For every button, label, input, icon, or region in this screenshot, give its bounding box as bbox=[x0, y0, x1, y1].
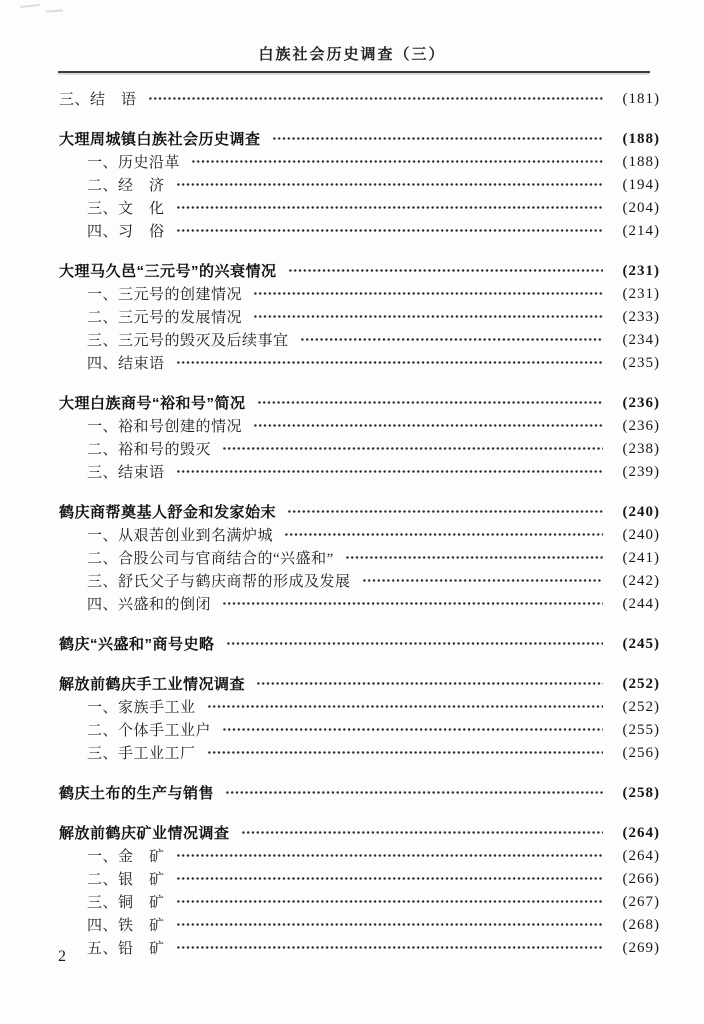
toc-entry-page: (255) bbox=[622, 722, 660, 738]
toc-entry-page: (258) bbox=[622, 785, 660, 801]
toc-entry-label: 三、舒氏父子与鹤庆商帮的形成及发展 bbox=[87, 574, 351, 590]
toc-entry-label: 二、裕和号的毁灭 bbox=[87, 442, 212, 458]
toc-entry-label: 一、三元号的创建情况 bbox=[87, 287, 243, 303]
dot-leader bbox=[176, 894, 603, 909]
dot-leader bbox=[176, 223, 603, 238]
dot-leader bbox=[226, 636, 603, 651]
toc-entry-page: (238) bbox=[622, 441, 660, 457]
toc-entry bbox=[59, 305, 660, 328]
toc-entry-page: (268) bbox=[622, 917, 660, 933]
toc-entry-page: (239) bbox=[622, 464, 660, 480]
dot-leader bbox=[176, 355, 603, 370]
toc-entry-label: 一、裕和号创建的情况 bbox=[87, 419, 243, 435]
toc-entry-page: (236) bbox=[622, 418, 660, 434]
toc-entry-label: 鹤庆“兴盛和”商号史略 bbox=[59, 636, 215, 653]
toc-entry bbox=[59, 196, 660, 219]
dot-leader bbox=[287, 504, 603, 519]
dot-leader bbox=[362, 573, 603, 588]
toc-entry-page: (194) bbox=[622, 177, 660, 193]
dot-leader bbox=[284, 527, 603, 542]
dot-leader bbox=[241, 825, 603, 840]
dot-leader bbox=[207, 699, 603, 714]
toc-entry-label: 一、家族手工业 bbox=[87, 700, 196, 716]
toc-entry-label: 二、合股公司与官商结合的“兴盛和” bbox=[87, 551, 334, 567]
dot-leader bbox=[176, 917, 603, 932]
toc-entry-label: 一、从艰苦创业到名满炉城 bbox=[87, 528, 274, 544]
toc-entry-page: (252) bbox=[622, 699, 660, 715]
toc-entry bbox=[59, 437, 660, 460]
toc-entry bbox=[59, 259, 660, 282]
toc-entry-page: (233) bbox=[622, 309, 660, 325]
toc-entry-label: 三、铜 矿 bbox=[87, 895, 165, 911]
toc-entry bbox=[59, 414, 660, 437]
toc-entry bbox=[59, 913, 660, 936]
toc-entry bbox=[59, 890, 660, 913]
dot-leader bbox=[176, 200, 603, 215]
toc-entry bbox=[59, 150, 660, 173]
toc-entry-page: (245) bbox=[622, 636, 660, 652]
toc-entry-page: (235) bbox=[622, 355, 660, 371]
dot-leader bbox=[225, 785, 603, 800]
toc-entry bbox=[59, 127, 660, 150]
toc-entry bbox=[59, 351, 660, 374]
toc-entry-page: (264) bbox=[622, 825, 660, 841]
toc-entry-label: 四、铁 矿 bbox=[87, 918, 165, 934]
toc-list bbox=[59, 87, 660, 959]
toc-entry bbox=[59, 173, 660, 196]
dot-leader bbox=[300, 332, 603, 347]
dot-leader bbox=[176, 177, 603, 192]
dot-leader bbox=[176, 871, 603, 886]
toc-entry-page: (264) bbox=[622, 848, 660, 864]
toc-entry bbox=[59, 718, 660, 741]
toc-entry-label: 解放前鹤庆矿业情况调查 bbox=[59, 825, 230, 842]
toc-entry bbox=[59, 741, 660, 764]
toc-entry-label: 二、经 济 bbox=[87, 178, 165, 194]
toc-entry bbox=[59, 523, 660, 546]
toc-entry-page: (188) bbox=[622, 131, 660, 147]
toc-entry-page: (231) bbox=[622, 286, 660, 302]
dot-leader bbox=[191, 154, 603, 169]
toc-entry bbox=[59, 781, 660, 804]
dot-leader bbox=[288, 263, 603, 278]
dot-leader bbox=[176, 848, 603, 863]
dot-leader bbox=[207, 745, 603, 760]
running-head-title: 白族社会历史调查（三） bbox=[258, 46, 446, 63]
toc-entry bbox=[59, 328, 660, 351]
toc-entry-page: (256) bbox=[622, 745, 660, 761]
toc-entry-page: (244) bbox=[622, 596, 660, 612]
dot-leader bbox=[272, 131, 603, 146]
toc-entry-label: 三、结 语 bbox=[59, 92, 137, 108]
toc-entry-label: 大理白族商号“裕和号”简况 bbox=[59, 395, 246, 412]
toc-entry-label: 解放前鹤庆手工业情况调查 bbox=[59, 676, 246, 693]
toc-entry-page: (204) bbox=[622, 200, 660, 216]
toc-entry bbox=[59, 821, 660, 844]
toc-entry-page: (188) bbox=[622, 154, 660, 170]
toc-entry-label: 四、结束语 bbox=[87, 356, 165, 372]
toc-entry bbox=[59, 569, 660, 592]
toc-entry bbox=[59, 592, 660, 615]
dot-leader bbox=[176, 464, 603, 479]
toc-entry-page: (236) bbox=[622, 395, 660, 411]
toc-entry-page: (240) bbox=[622, 504, 660, 520]
dot-leader bbox=[253, 309, 603, 324]
toc-entry-label: 四、兴盛和的倒闭 bbox=[87, 597, 212, 613]
toc-entry bbox=[59, 546, 660, 569]
toc-entry bbox=[59, 460, 660, 483]
toc-entry bbox=[59, 282, 660, 305]
toc-entry bbox=[59, 936, 660, 959]
toc-entry-label: 鹤庆商帮奠基人舒金和发家始末 bbox=[59, 504, 277, 521]
dot-leader bbox=[253, 286, 603, 301]
toc-entry-page: (231) bbox=[622, 263, 660, 279]
toc-entry bbox=[59, 87, 660, 110]
toc-entry bbox=[59, 867, 660, 890]
dot-leader bbox=[256, 676, 603, 691]
toc-entry-label: 三、文 化 bbox=[87, 201, 165, 217]
dot-leader bbox=[148, 91, 603, 106]
toc-entry-label: 三、三元号的毁灭及后续事宜 bbox=[87, 333, 289, 349]
dot-leader bbox=[253, 418, 603, 433]
toc-entry-label: 大理马久邑“三元号”的兴衰情况 bbox=[59, 263, 277, 280]
toc-entry bbox=[59, 695, 660, 718]
toc-entry bbox=[59, 632, 660, 655]
toc-entry-page: (242) bbox=[622, 573, 660, 589]
toc-entry-page: (266) bbox=[622, 871, 660, 887]
dot-leader bbox=[257, 395, 603, 410]
toc-entry bbox=[59, 672, 660, 695]
header-rule bbox=[58, 71, 650, 73]
dot-leader bbox=[222, 441, 603, 456]
toc-entry bbox=[59, 219, 660, 242]
toc-entry-page: (241) bbox=[622, 550, 660, 566]
toc-entry-label: 四、习 俗 bbox=[87, 224, 165, 240]
toc-entry-label: 一、金 矿 bbox=[87, 849, 165, 865]
toc-entry bbox=[59, 844, 660, 867]
toc-entry-page: (181) bbox=[622, 91, 660, 107]
toc-entry-label: 大理周城镇白族社会历史调查 bbox=[59, 131, 261, 148]
toc-entry bbox=[59, 500, 660, 523]
toc-entry-page: (240) bbox=[622, 527, 660, 543]
dot-leader bbox=[222, 722, 603, 737]
toc-entry-page: (267) bbox=[622, 894, 660, 910]
toc-entry-label: 二、银 矿 bbox=[87, 872, 165, 888]
dot-leader bbox=[222, 596, 603, 611]
toc-entry-label: 二、个体手工业户 bbox=[87, 723, 212, 739]
toc-entry bbox=[59, 391, 660, 414]
toc-entry-label: 三、结束语 bbox=[87, 465, 165, 481]
toc-entry-label: 二、三元号的发展情况 bbox=[87, 310, 243, 326]
page-number: 2 bbox=[58, 948, 66, 965]
dot-leader bbox=[345, 550, 603, 565]
dot-leader bbox=[176, 940, 603, 955]
toc-entry-page: (252) bbox=[622, 676, 660, 692]
toc-entry-label: 五、铅 矿 bbox=[87, 941, 165, 957]
toc-entry-page: (214) bbox=[622, 223, 660, 239]
toc-entry-label: 一、历史沿革 bbox=[87, 155, 181, 171]
toc-entry-page: (269) bbox=[622, 940, 660, 956]
toc-entry-label: 三、手工业工厂 bbox=[87, 746, 196, 762]
toc-entry-label: 鹤庆土布的生产与销售 bbox=[59, 785, 215, 802]
toc-entry-page: (234) bbox=[622, 332, 660, 348]
